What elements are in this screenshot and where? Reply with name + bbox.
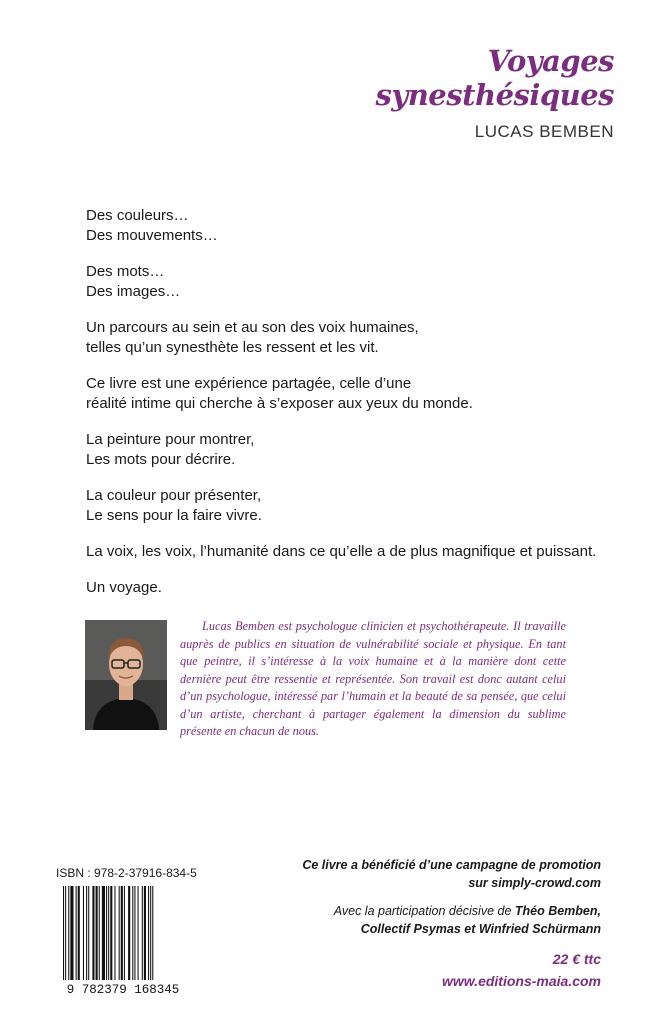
back-cover-text (86, 206, 606, 614)
barcode-bar (96, 886, 98, 980)
barcode-bar (114, 886, 115, 980)
barcode-bar (83, 886, 84, 980)
text-line: Ce livre est une expérience partagée, celle d’une (86, 375, 412, 392)
paragraph (86, 318, 606, 358)
barcode-bar (152, 886, 153, 980)
paragraph (86, 262, 606, 302)
barcode-bar (68, 886, 69, 980)
barcode-bar (99, 886, 100, 980)
text-line: Des couleurs… (86, 207, 189, 224)
text-line: telles qu’un synesthète les ressent et les vit. (86, 339, 379, 356)
barcode-bar (132, 886, 133, 980)
barcode-bar (88, 886, 89, 980)
publisher-website[interactable]: www.editions-maia.com (442, 973, 601, 989)
text-line: Un parcours au sein et au son des voix humaines, (86, 319, 419, 336)
author-photo (85, 620, 167, 730)
barcode-bar (106, 886, 107, 980)
barcode-digits: 9 782379 168345 (66, 983, 180, 996)
promo-line: Ce livre a bénéficié d’une campagne de promotion (302, 858, 601, 872)
text-line: La couleur pour présenter, (86, 487, 262, 504)
author-portrait-illustration (85, 620, 167, 730)
book-title-line-2: synesthésiques (375, 78, 614, 112)
barcode-bar (108, 886, 109, 980)
text-line: Un voyage. (86, 579, 162, 596)
promo-line: sur simply-crowd.com (468, 876, 601, 890)
author-name: LUCAS BEMBEN (474, 122, 614, 141)
text-line: Des mouvements… (86, 227, 218, 244)
isbn: ISBN : 978-2-37916-834-5 (56, 866, 197, 880)
barcode-bar (150, 886, 151, 980)
text-line: Le sens pour la faire vivre. (86, 507, 262, 524)
paragraph (86, 578, 606, 598)
book-title-line-1: Voyages (487, 44, 614, 78)
barcode-bar (110, 886, 112, 980)
promo-name: Théo Bemben, (514, 904, 601, 918)
paragraph (86, 206, 606, 246)
barcode-bar (78, 886, 80, 980)
price: 22 € ttc (552, 951, 601, 967)
author-bio: Lucas Bemben est psychologue clinicien et psychothérapeute. Il travaille auprès de publics en situation de vulnérabilité sociale et physique. En tant que peintre, il s’intéresse à la voix humaine et à la manière dont cette dernière peut être ressentie et représentée. Son travail est donc autant celui d’un psychologue, intéressé par l’humain et la beauté de sa pensée, que celui d’un artiste, cherchant à partager également la dimension du sublime présente en chacun de nous. (180, 619, 566, 738)
barcode-bar (121, 886, 123, 980)
promo-line: Collectif Psymas et Winfried Schürmann (360, 922, 601, 936)
promo-text: Avec la participation décisive de (333, 904, 515, 918)
barcode-bar (102, 886, 105, 980)
text-line: Les mots pour décrire. (86, 451, 236, 468)
barcode-bar (65, 886, 66, 980)
text-line: La peinture pour montrer, (86, 431, 255, 448)
barcode-bar (76, 886, 77, 980)
barcode-bar (128, 886, 130, 980)
barcode-bar (142, 886, 143, 980)
text-line: Des images… (86, 283, 181, 300)
barcode-bar (70, 886, 73, 980)
barcode-bar (119, 886, 120, 980)
barcode-bar (92, 886, 94, 980)
paragraph (86, 486, 606, 526)
paragraph (86, 374, 606, 414)
paragraph (86, 430, 606, 470)
promotion-block (302, 856, 601, 938)
text-line: réalité intime qui cherche à s’exposer aux yeux du monde. (86, 395, 473, 412)
barcode-bar (63, 886, 64, 980)
paragraph (86, 542, 606, 562)
promo-line (302, 902, 601, 920)
text-line: La voix, les voix, l’humanité dans ce qu’elle a de plus magnifique et puissant. (86, 543, 597, 560)
barcode-bar (148, 886, 149, 980)
barcode-bar (144, 886, 146, 980)
barcode (60, 886, 186, 996)
barcode-bars (63, 886, 153, 980)
barcode-bar (134, 886, 135, 980)
text-line: Des mots… (86, 263, 165, 280)
barcode-bar (124, 886, 125, 980)
title-block (376, 44, 614, 142)
barcode-bar (138, 886, 139, 980)
barcode-bar (86, 886, 87, 980)
price-block (442, 948, 601, 992)
